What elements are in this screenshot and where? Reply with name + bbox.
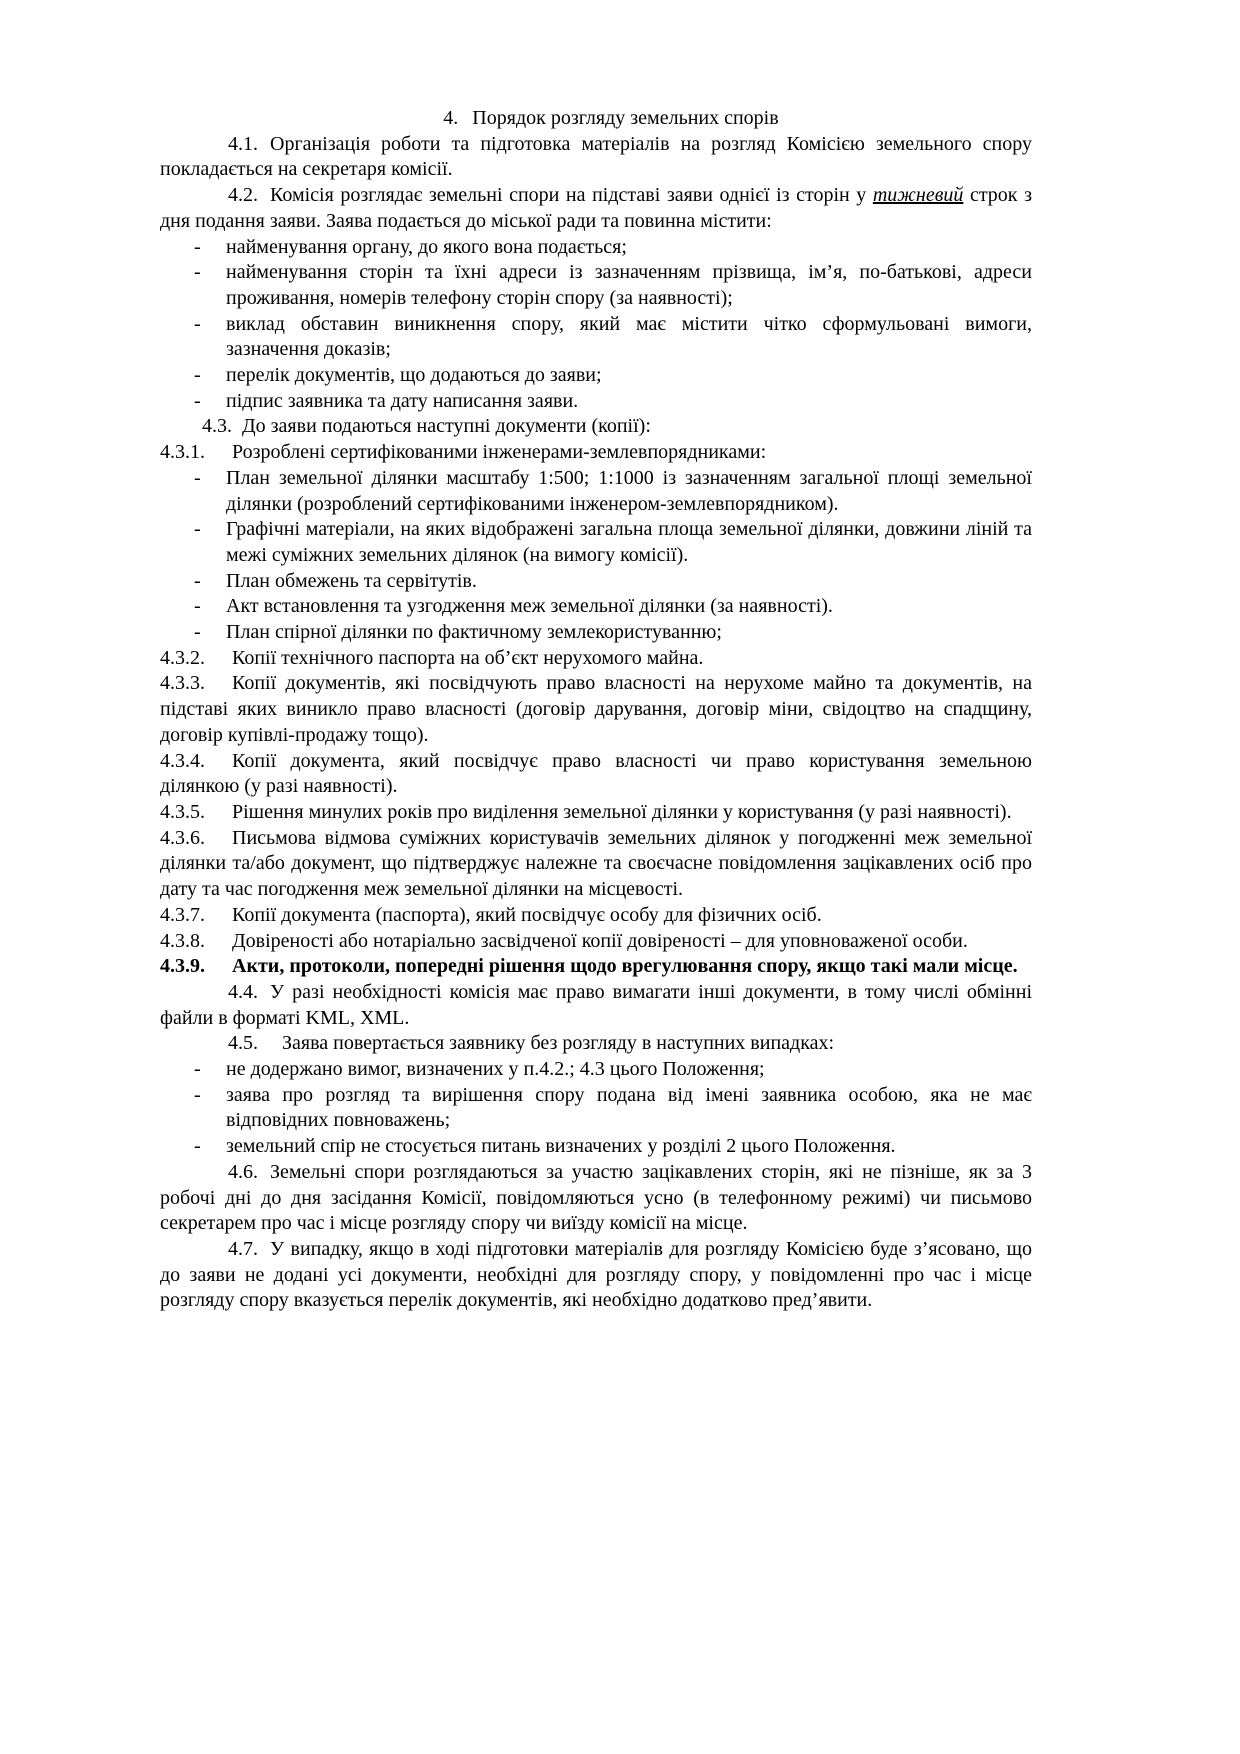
text: План земельної ділянки масштабу 1:500; 1:1000 із зазначенням загальної площі земельної ділянки (розроблений сертифікованими інженером-землевпорядником).	[226, 466, 1032, 515]
clause-4-3-2	[160, 646, 1032, 672]
text: 4.3.7.	[160, 903, 205, 926]
clause-4-3-8	[160, 929, 1032, 955]
text: Порядок розгляду земельних спорів	[472, 107, 779, 129]
document-page	[160, 106, 1032, 1314]
dash-bullet-icon: -	[194, 235, 201, 258]
text: 4.3.	[202, 415, 232, 438]
text: не додержано вимог, визначених у п.4.2.; 4.3 цього Положення;	[226, 1058, 765, 1081]
text: План спірної ділянки по фактичному землекористуванню;	[226, 621, 722, 644]
text: 4.1.	[228, 132, 258, 155]
text: 4.3.3.	[160, 672, 205, 695]
clause-4-3-9	[160, 954, 1032, 980]
text: найменування органу, до якого вона подається;	[226, 235, 627, 258]
text: 4.4.	[228, 980, 258, 1003]
text: Копії документа, який посвідчує право власності чи право користування земельною ділянкою (у разі наявності).	[160, 749, 1032, 798]
clause-4-3-1	[160, 440, 1032, 466]
dash-bullet-icon: -	[194, 261, 201, 284]
text: строк з дня подання заяви. Заява подається до міської ради та повинна містити:	[160, 184, 1032, 232]
list-item	[160, 517, 1032, 568]
text: 4.6.	[228, 1160, 258, 1183]
text: У разі необхідності комісія має право вимагати інші документи, в тому числі обмінні файли в форматі KML, XML.	[160, 980, 1032, 1029]
text: 4.3.1.	[160, 441, 205, 464]
list-item	[160, 466, 1032, 517]
clause-4-3-6	[160, 826, 1032, 903]
clause-4-3-4	[160, 749, 1032, 800]
text: тижневий	[872, 184, 964, 207]
text: 4.7.	[228, 1237, 258, 1260]
list-item	[160, 1057, 1032, 1083]
dash-bullet-icon: -	[194, 1083, 201, 1106]
text: Організація роботи та підготовка матеріалів на розгляд Комісією земельного спору покладається на секретаря комісії.	[160, 132, 1032, 181]
text: виклад обставин виникнення спору, який має містити чітко сформульовані вимоги, зазначення доказів;	[226, 312, 1032, 361]
dash-bullet-icon: -	[194, 518, 201, 541]
text: земельний спір не стосується питань визначених у розділі 2 цього Положення.	[226, 1135, 896, 1158]
dash-bullet-icon: -	[194, 466, 201, 489]
dash-bullet-icon: -	[194, 621, 201, 644]
text: 4.3.2.	[160, 646, 205, 669]
text: Графічні матеріали, на яких відображені загальна площа земельної ділянки, довжини ліній та межі суміжних земельних ділянок (на вимогу комісії).	[226, 518, 1032, 566]
text: Акт встановлення та узгодження меж земельної ділянки (за наявності).	[226, 595, 833, 618]
clause-4-3-3	[160, 671, 1032, 748]
text: 4.3.6.	[160, 826, 205, 849]
surveyor-documents-list	[160, 466, 1032, 646]
return-reasons-list	[160, 1057, 1032, 1160]
list-item	[160, 1134, 1032, 1160]
text: 4.	[443, 107, 459, 129]
text: Рішення минулих років про виділення земельної ділянки у користування (у разі наявності).	[232, 800, 1012, 823]
text: найменування сторін та їхні адреси із зазначенням прізвища, ім’я, по-батькові, адреси проживання, номерів телефону сторін спору (за наявності);	[226, 261, 1032, 309]
list-item	[160, 620, 1032, 646]
list-item	[160, 235, 1032, 261]
clause-4-4	[160, 980, 1032, 1031]
text: 4.2.	[228, 184, 258, 207]
text: План обмежень та сервітутів.	[226, 569, 477, 592]
clause-4-5	[160, 1031, 1032, 1057]
dash-bullet-icon: -	[194, 389, 201, 412]
text: Заява повертається заявнику без розгляду в наступних випадках:	[282, 1032, 835, 1055]
text: Копії документа (паспорта), який посвідчує особу для фізичних осіб.	[232, 903, 822, 926]
list-item	[160, 260, 1032, 311]
dash-bullet-icon: -	[194, 364, 201, 387]
clause-4-6	[160, 1160, 1032, 1237]
text: Копії технічного паспорта на об’єкт нерухомого майна.	[232, 646, 704, 669]
text: У випадку, якщо в ході підготовки матеріалів для розгляду Комісією буде з’ясовано, що до заяви не додані усі документи, необхідні для розгляду спору, у повідомленні про час і місце розгляду спору вказується перелік документів, які необхідно додатково пред’явити.	[160, 1237, 1032, 1312]
text: Письмова відмова суміжних користувачів земельних ділянок у погодженні меж земельної ділянки та/або документ, що підтверджує належне та своєчасне повідомлення зацікавлених осіб про дату та час погодження меж земельної ділянки на місцевості.	[160, 826, 1032, 901]
text: заява про розгляд та вирішення спору подана від імені заявника особою, яка не має відповідних повноважень;	[226, 1083, 1032, 1132]
dash-bullet-icon: -	[194, 1135, 201, 1158]
list-item	[160, 312, 1032, 363]
text: Комісія розглядає земельні спори на підставі заяви однієї із сторін у	[270, 184, 873, 207]
text: Земельні спори розглядаються за участю зацікавлених сторін, які не пізніше, як за 3 робочі дні до дня засідання Комісії, повідомляються усно (в телефонному режимі) чи письмово секретарем про час і місце розгляду спору чи виїзду комісії на місце.	[160, 1160, 1032, 1235]
text: підпис заявника та дату написання заяви.	[226, 389, 579, 412]
text: 4.3.5.	[160, 800, 205, 823]
dash-bullet-icon: -	[194, 595, 201, 618]
text: перелік документів, що додаються до заяви;	[226, 364, 602, 387]
clause-4-3-5	[160, 800, 1032, 826]
clause-4-1	[160, 132, 1032, 183]
list-item	[160, 569, 1032, 595]
text: 4.3.8.	[160, 929, 205, 952]
clause-4-7	[160, 1237, 1032, 1314]
list-item	[160, 1083, 1032, 1134]
dash-bullet-icon: -	[194, 569, 201, 592]
application-requirements-list	[160, 235, 1032, 415]
text: Акти, протоколи, попередні рішення щодо врегулювання спору, якщо такі мали місце.	[232, 955, 1018, 978]
clause-4-3	[160, 414, 1032, 440]
text: Розроблені сертифікованими інженерами-землевпорядниками:	[232, 441, 767, 464]
dash-bullet-icon: -	[194, 312, 201, 335]
text: 4.3.9.	[160, 955, 205, 978]
text: Копії документів, які посвідчують право власності на нерухоме майно та документів, на підставі яких виникло право власності (договір дарування, договір міни, свідоцтво на спадщину, договір купівлі-продажу тощо).	[160, 672, 1032, 746]
section-title	[190, 106, 1032, 132]
dash-bullet-icon: -	[194, 1058, 201, 1081]
list-item	[160, 594, 1032, 620]
text: До заяви подаються наступні документи (копії):	[242, 415, 651, 438]
text: 4.5.	[228, 1032, 258, 1055]
text: Довіреності або нотаріально засвідченої копії довіреності – для уповноваженої особи.	[232, 929, 968, 952]
text: 4.3.4.	[160, 749, 205, 772]
list-item	[160, 389, 1032, 415]
clause-4-3-7	[160, 903, 1032, 929]
clause-4-2	[160, 183, 1032, 234]
list-item	[160, 363, 1032, 389]
